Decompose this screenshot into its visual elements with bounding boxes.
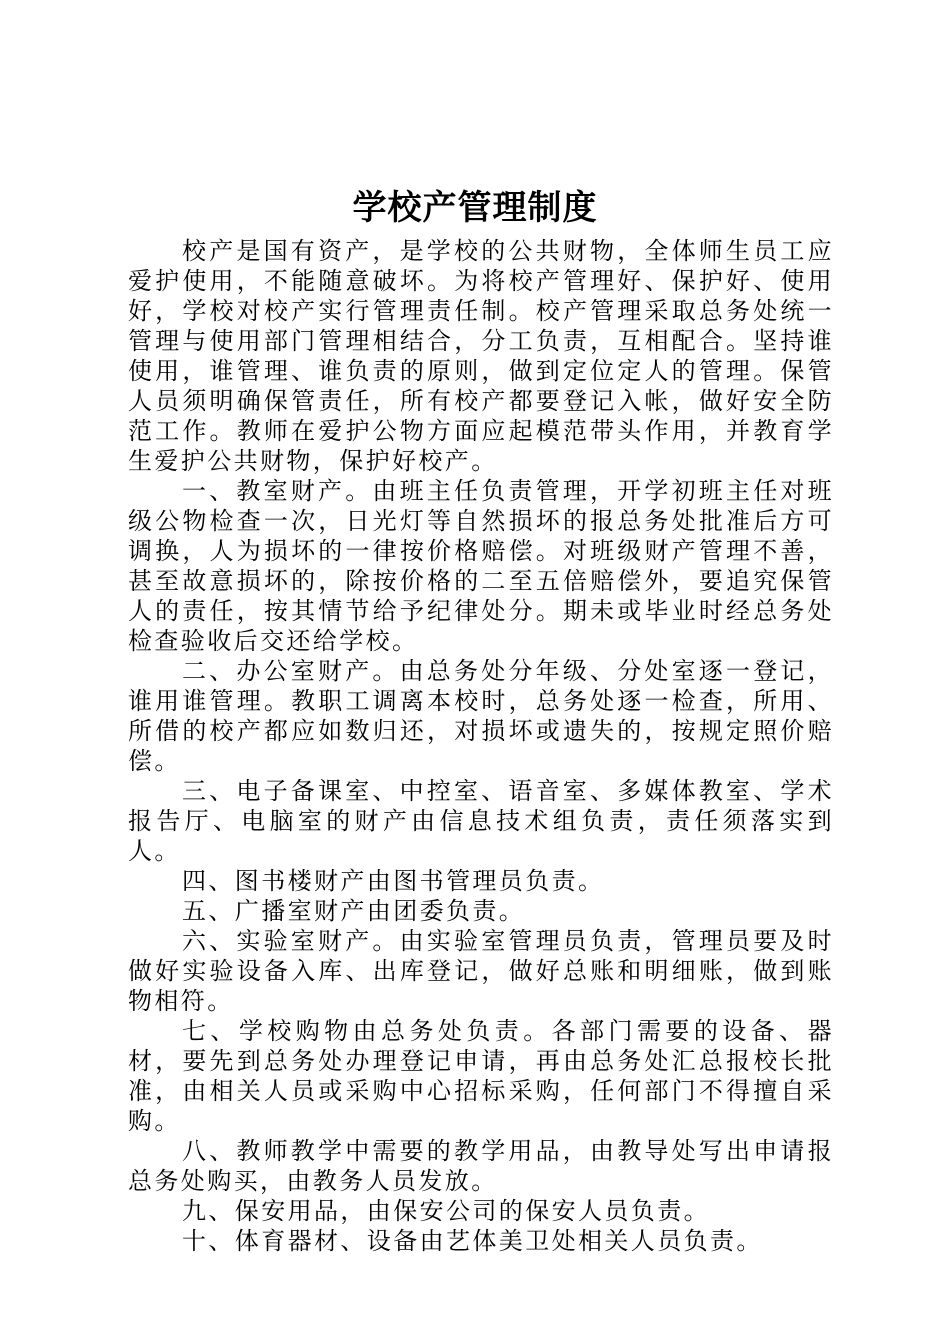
paragraph-broadcast-room: 五、广播室财产由团委负责。 (182, 897, 526, 925)
document-title: 学校产管理制度 (352, 188, 598, 228)
paragraph-security-supplies: 九、保安用品，由保安公司的保安人员负责。 (182, 1197, 710, 1225)
paragraph-sports-equipment: 十、体育器材、设备由艺体美卫处相关人员负责。 (182, 1227, 763, 1255)
paragraph-office-property: 二、办公室财产。由总务处分年级、分处室逐一登记，谁用谁管理。教职工调离本校时，总务处逐一检查，所用、所借的校产都应如数归还，对损坏或遗失的，按规定照价赔偿。 (128, 657, 834, 775)
paragraph-electronic-rooms: 三、电子备课室、中控室、语音室、多媒体教室、学术报告厅、电脑室的财产由信息技术组负责，责任须落实到人。 (128, 777, 834, 865)
paragraph-laboratory: 六、实验室财产。由实验室管理员负责，管理员要及时做好实验设备入库、出库登记，做好总账和明细账，做到账物相符。 (128, 927, 834, 1015)
document-body (128, 236, 834, 1256)
paragraph-teaching-supplies: 八、教师教学中需要的教学用品，由教导处写出申请报总务处购买，由教务人员发放。 (128, 1137, 834, 1195)
paragraph-library: 四、图书楼财产由图书管理员负责。 (182, 867, 605, 895)
paragraph-intro: 校产是国有资产，是学校的公共财物，全体师生员工应爱护使用，不能随意破坏。为将校产管理好、保护好、使用好，学校对校产实行管理责任制。校产管理采取总务处统一管理与使用部门管理相结合，分工负责，互相配合。坚持谁使用，谁管理、谁负责的原则，做到定位定人的管理。保管人员须明确保管责任，所有校产都要登记入帐，做好安全防范工作。教师在爱护公物方面应起模范带头作用，并教育学生爱护公共财物，保护好校产。 (128, 237, 834, 475)
paragraph-purchasing: 七、学校购物由总务处负责。各部门需要的设备、器材，要先到总务处办理登记申请，再由总务处汇总报校长批准，由相关人员或采购中心招标采购，任何部门不得擅自采购。 (128, 1017, 834, 1135)
paragraph-classroom-property: 一、教室财产。由班主任负责管理，开学初班主任对班级公物检查一次，日光灯等自然损坏的报总务处批准后方可调换，人为损坏的一律按价格赔偿。对班级财产管理不善，甚至故意损坏的，除按价格的二至五倍赔偿外，要追究保管人的责任，按其情节给予纪律处分。期未或毕业时经总务处检查验收后交还给学校。 (128, 477, 834, 655)
